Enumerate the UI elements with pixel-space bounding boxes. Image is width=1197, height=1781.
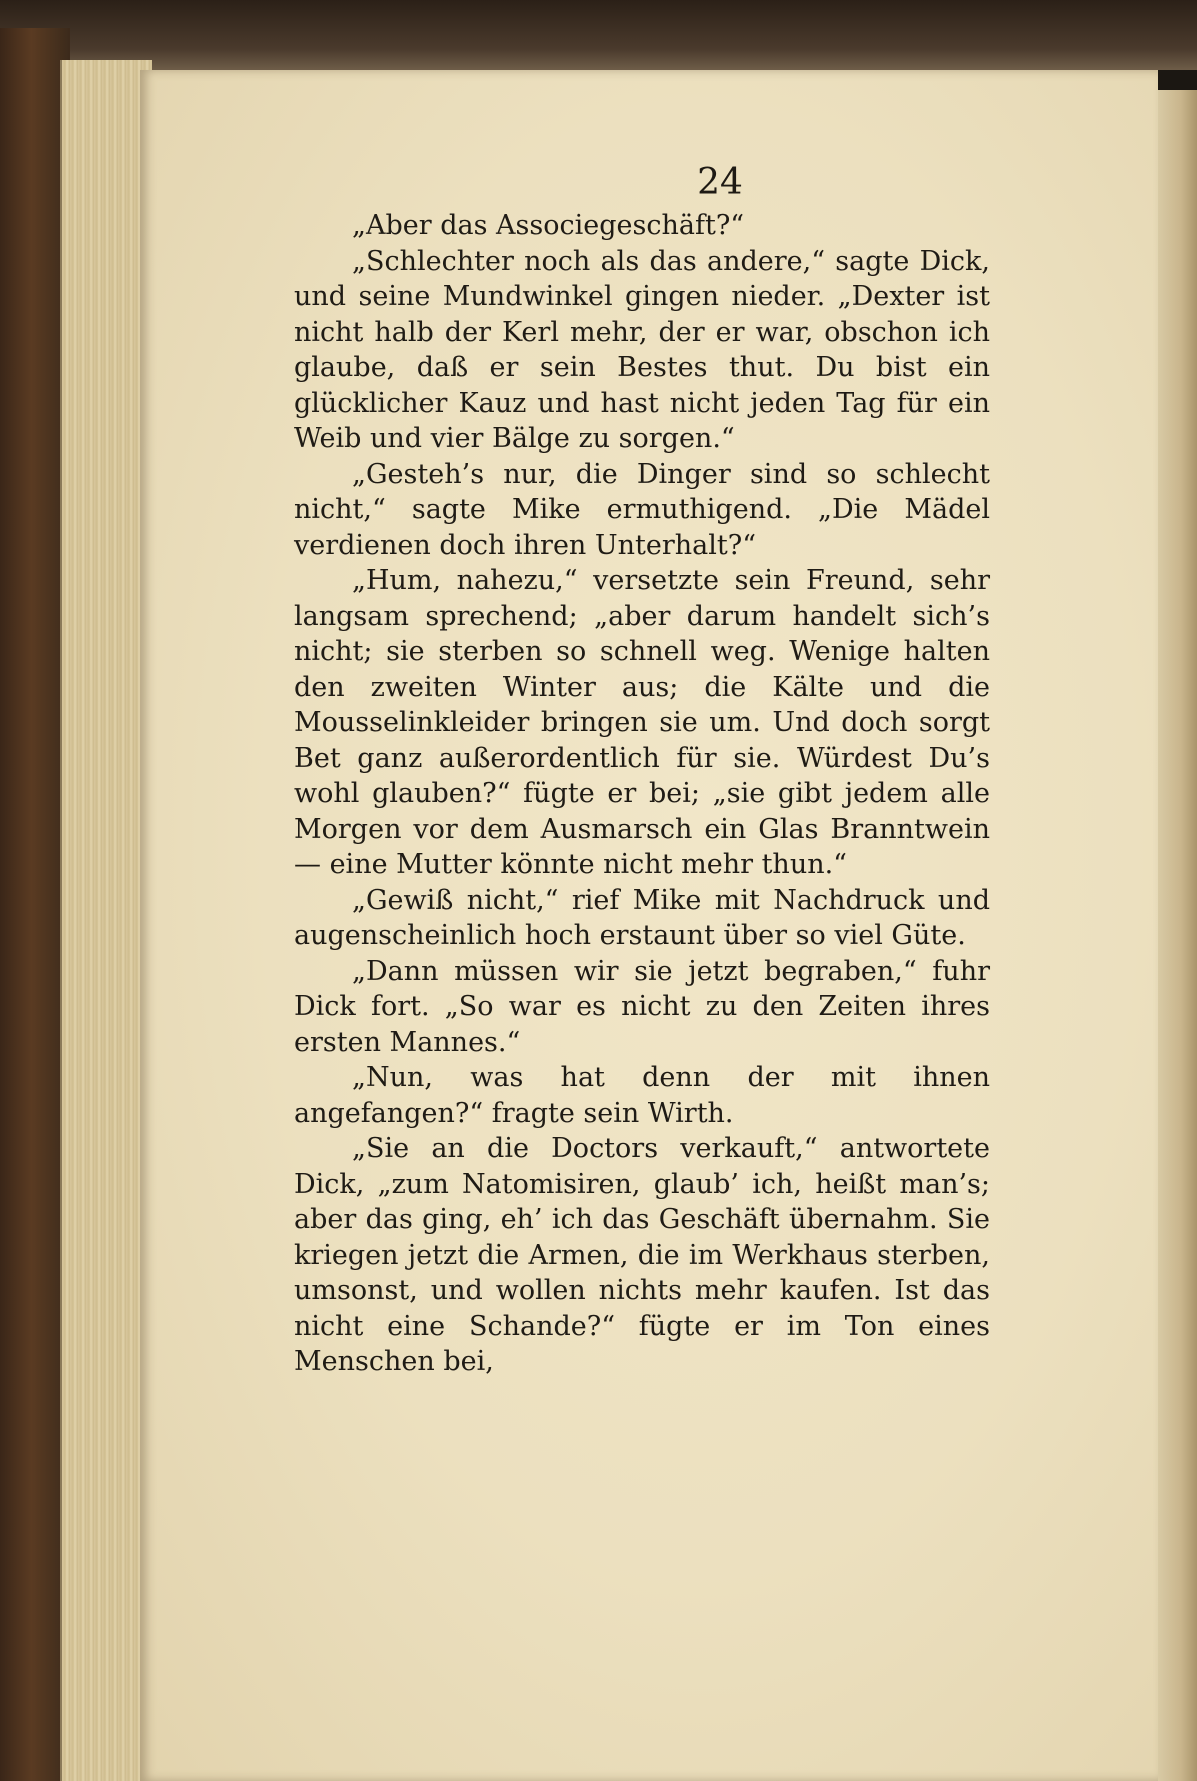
paragraph: „Hum, nahezu,“ versetzte sein Freund, sehr langsam sprechend; „aber darum handelt sich’s nicht; sie sterben so schnell weg. Wenige halten den zweiten Winter aus; die Kälte und die Mousselinkleider bringen sie um. Und doch sorgt Bet ganz außerordentlich für sie. Würdest Du’s wohl glauben?“ fügte er bei; „sie gibt jedem alle Morgen vor dem Ausmarsch ein Glas Branntwein — eine Mutter könnte nicht mehr thun.“ xyxy=(294,565,990,880)
page-number: 24 xyxy=(697,162,743,203)
next-page-edge xyxy=(1157,90,1197,1781)
book-page xyxy=(140,70,1158,1781)
paragraph: „Sie an die Doctors verkauft,“ antwortete Dick, „zum Natomisiren, glaub’ ich, heißt man’s; aber das ging, eh’ ich das Geschäft übernahm. Sie kriegen jetzt die Armen, die im Werkhaus sterben, umsonst, und wollen nichts mehr kaufen. Ist das nicht eine Schande?“ fügte er im Ton eines Menschen bei, xyxy=(294,1133,990,1377)
paragraph: „Gewiß nicht,“ rief Mike mit Nachdruck und augenscheinlich hoch erstaunt über so viel Güte. xyxy=(294,884,990,951)
paragraph: „Nun, was hat denn der mit ihnen angefangen?“ fragte sein Wirth. xyxy=(294,1062,990,1129)
book-cover-top-edge xyxy=(0,0,1197,70)
paragraph: „Gesteh’s nur, die Dinger sind so schlecht nicht,“ sagte Mike ermuthigend. „Die Mädel verdienen doch ihren Unterhalt?“ xyxy=(294,458,990,561)
paragraph: „Schlechter noch als das andere,“ sagte Dick, und seine Mundwinkel gingen nieder. „Dexter ist nicht halb der Kerl mehr, der er war, obschon ich glaube, daß er sein Bestes thut. Du bist ein glücklicher Kauz und hast nicht jeden Tag für ein Weib und vier Bälge zu sorgen.“ xyxy=(294,245,990,454)
page-stack-edge xyxy=(60,60,152,1781)
body-text xyxy=(294,208,990,1380)
paragraph: „Aber das Associegeschäft?“ xyxy=(352,210,745,241)
paragraph: „Dann müssen wir sie jetzt begraben,“ fuhr Dick fort. „So war es nicht zu den Zeiten ihres ersten Mannes.“ xyxy=(294,955,990,1058)
